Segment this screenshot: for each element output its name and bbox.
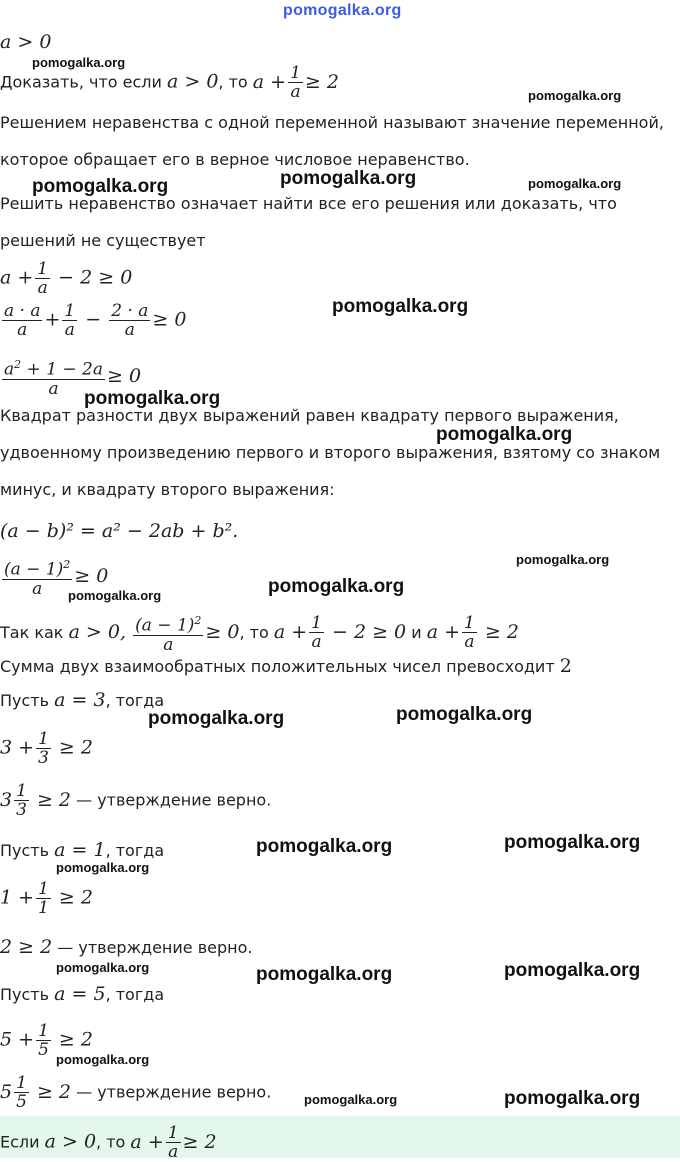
watermark: pomogalka.org bbox=[32, 176, 169, 197]
watermark: pomogalka.org bbox=[56, 860, 150, 875]
let-5-then: , тогда bbox=[105, 985, 165, 1004]
watermark: pomogalka.org bbox=[504, 1088, 641, 1109]
watermark: pomogalka.org bbox=[268, 576, 405, 597]
result-5 bbox=[0, 1074, 271, 1111]
watermark: pomogalka.org bbox=[504, 832, 641, 853]
let-3 bbox=[0, 690, 164, 711]
watermark: pomogalka.org bbox=[56, 1052, 150, 1067]
let-5-value: a = 5 bbox=[54, 983, 106, 1005]
let-1-label: Пусть bbox=[0, 841, 50, 860]
watermark: pomogalka.org bbox=[256, 964, 393, 985]
step-3: $\frac{a^2 + 1 - 2a}{a}$ ≥ 0 bbox=[4, 358, 142, 399]
watermark: pomogalka.org bbox=[436, 424, 573, 445]
let-1-value: a = 1 bbox=[54, 839, 106, 861]
sum-text: Сумма двух взаимообратных положительных чисел превосходит bbox=[0, 657, 555, 676]
square-rule-3: минус, и квадрату второго выражения: bbox=[0, 480, 335, 499]
prove-expr: a + $\frac{1}{a}$ ≥ 2 bbox=[252, 63, 339, 102]
result-3-expr: 3 $\frac{1}{3}$ ≥ 2 bbox=[0, 781, 72, 820]
site-header-link[interactable]: pomogalka.org bbox=[283, 2, 402, 19]
step-1: a + $\frac{1}{a}$ − 2 ≥ 0 bbox=[0, 259, 133, 298]
watermark: pomogalka.org bbox=[256, 836, 393, 857]
let-1-then: , тогда bbox=[105, 841, 165, 860]
watermark: pomogalka.org bbox=[304, 1092, 398, 1107]
watermark: pomogalka.org bbox=[504, 960, 641, 981]
since-to: , то bbox=[239, 622, 269, 642]
result-5-expr: 5 $\frac{1}{5}$ ≥ 2 bbox=[0, 1073, 72, 1112]
step-4: $\frac{(a - 1)^2}{a}$ ≥ 0 bbox=[4, 558, 109, 599]
watermark: pomogalka.org bbox=[516, 552, 610, 567]
answer bbox=[0, 1124, 217, 1161]
answer-if: Если bbox=[0, 1132, 40, 1152]
check-5: 5 + $\frac{1}{5}$ ≥ 2 bbox=[0, 1021, 93, 1060]
watermark: pomogalka.org bbox=[84, 388, 221, 409]
prove-to: , то bbox=[218, 72, 248, 92]
since-line bbox=[0, 612, 519, 654]
square-rule-2: удвоенному произведению первого и второго выражения, взятому со знаком bbox=[0, 443, 661, 462]
sum-statement bbox=[0, 656, 572, 677]
result-1-true: — утверждение верно. bbox=[57, 938, 253, 957]
let-3-value: a = 3 bbox=[54, 689, 106, 711]
watermark: pomogalka.org bbox=[528, 88, 622, 103]
watermark: pomogalka.org bbox=[148, 708, 285, 729]
let-1 bbox=[0, 840, 164, 861]
since-expr-3: a + $\frac{1}{a}$ ≥ 2 bbox=[426, 613, 519, 653]
watermark: pomogalka.org bbox=[32, 55, 126, 70]
check-3: 3 + $\frac{1}{3}$ ≥ 2 bbox=[0, 729, 93, 768]
watermark: pomogalka.org bbox=[56, 960, 150, 975]
watermark: pomogalka.org bbox=[332, 296, 469, 317]
since-label: Так как bbox=[0, 622, 64, 642]
since-condition: a > 0, bbox=[68, 620, 127, 643]
result-1 bbox=[0, 937, 252, 958]
square-formula: (a − b)² = a² − 2ab + b². bbox=[0, 520, 239, 542]
result-3-true: — утверждение верно. bbox=[76, 790, 272, 810]
sum-two: 2 bbox=[559, 655, 572, 677]
watermark: pomogalka.org bbox=[280, 168, 417, 189]
result-1-expr: 2 ≥ 2 bbox=[0, 936, 53, 958]
solve-line-1: Решить неравенство означает найти все его решения или доказать, что bbox=[0, 194, 617, 213]
prove-prefix: Доказать, что если bbox=[0, 72, 162, 92]
definition-line-2: которое обращает его в верное числовое неравенство. bbox=[0, 150, 470, 169]
result-3 bbox=[0, 782, 271, 819]
let-3-label: Пусть bbox=[0, 691, 50, 710]
square-rule-1: Квадрат разности двух выражений равен квадрату первого выражения, bbox=[0, 406, 619, 425]
answer-expr: a + $\frac{1}{a}$ ≥ 2 bbox=[130, 1123, 217, 1162]
watermark: pomogalka.org bbox=[68, 588, 162, 603]
prove-condition: a > 0 bbox=[167, 70, 219, 93]
let-5 bbox=[0, 984, 164, 1005]
watermark: pomogalka.org bbox=[396, 704, 533, 725]
since-and: и bbox=[411, 622, 422, 642]
answer-to: , то bbox=[96, 1132, 126, 1152]
condition: a > 0 bbox=[0, 31, 52, 53]
result-5-true: — утверждение верно. bbox=[76, 1082, 272, 1102]
since-expr-2: a + $\frac{1}{a}$ − 2 ≥ 0 bbox=[273, 613, 407, 653]
let-3-then: , тогда bbox=[105, 691, 165, 710]
answer-condition: a > 0 bbox=[44, 1130, 97, 1153]
watermark: pomogalka.org bbox=[528, 176, 622, 191]
let-5-label: Пусть bbox=[0, 985, 50, 1004]
since-expr: $\frac{(a - 1)^2}{a}$ ≥ 0 bbox=[135, 614, 240, 655]
check-1: 1 + $\frac{1}{1}$ ≥ 2 bbox=[0, 879, 93, 918]
solve-line-2: решений не существует bbox=[0, 231, 206, 250]
definition-line-1: Решением неравенства с одной переменной называют значение переменной, bbox=[0, 113, 664, 132]
step-2: $\frac{a \cdot a}{a}$ + $\frac{1}{a}$ − $\frac{2 \cdot a}{a}$ ≥ 0 bbox=[4, 301, 187, 340]
